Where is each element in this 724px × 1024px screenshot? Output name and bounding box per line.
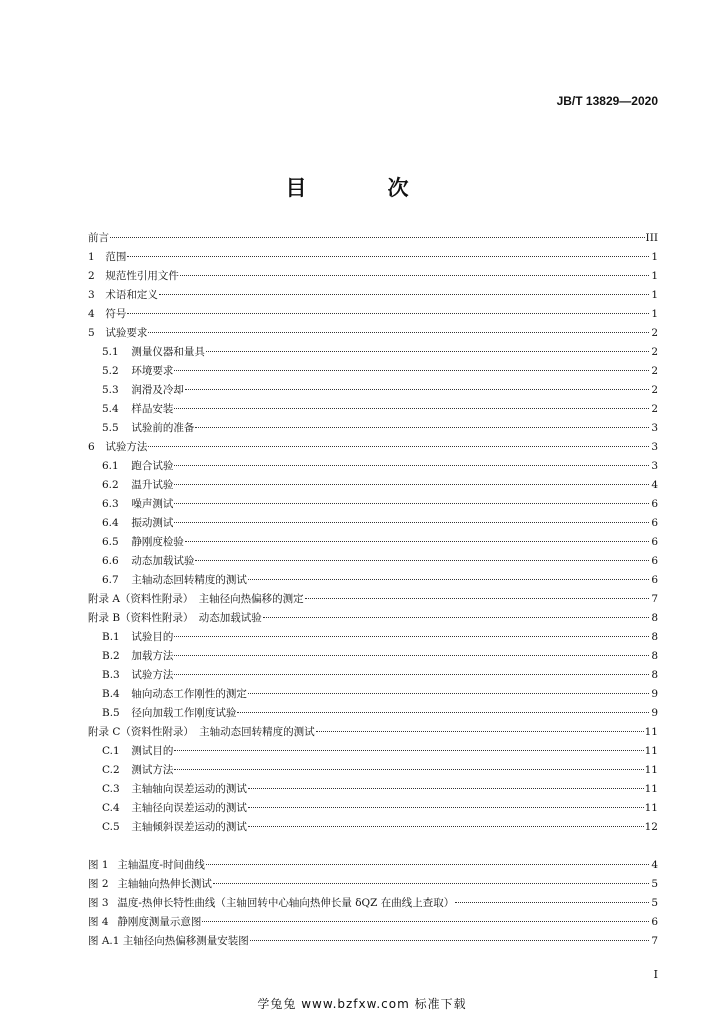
toc-entry[interactable]	[88, 742, 658, 761]
toc-entry-label	[102, 514, 173, 533]
toc-entry-number: B.1	[102, 631, 120, 643]
toc-entry-title: 静刚度检验	[131, 536, 184, 548]
toc-entry-number: 5.1	[102, 346, 119, 358]
toc-entry-label	[88, 438, 147, 457]
toc-entry-page: 1	[651, 270, 658, 282]
toc-entry[interactable]	[88, 799, 658, 818]
toc-entry-title: 轴向动态工作刚性的测定	[131, 688, 247, 700]
toc-entry-title: 主轴温度-时间曲线	[117, 859, 205, 871]
toc-entry[interactable]	[88, 666, 658, 685]
toc-entry-label	[102, 799, 247, 818]
dot-leader	[195, 427, 649, 428]
toc-entry-label	[88, 932, 249, 951]
toc-entry-label	[88, 856, 205, 875]
page-number: I	[653, 968, 658, 981]
dot-leader	[237, 712, 649, 713]
dot-leader	[185, 389, 649, 390]
toc-entry-label	[88, 913, 201, 932]
toc-entry-title: 主轴径向误差运动的测试	[131, 802, 247, 814]
toc-entry-number: 5.5	[102, 422, 119, 434]
toc-entry-label	[88, 248, 126, 267]
dot-leader	[148, 446, 649, 447]
toc-entry-title: 符号	[105, 308, 127, 320]
dot-leader	[206, 351, 649, 352]
toc-entry-title: 测试目的	[131, 745, 174, 757]
toc-entry-number: B.2	[102, 650, 120, 662]
toc-entry[interactable]	[88, 514, 658, 533]
toc-entry[interactable]	[88, 438, 658, 457]
toc-entry-number: 6.6	[102, 555, 119, 567]
toc-entry-label	[102, 457, 173, 476]
toc-entry-title: 环境要求	[131, 365, 174, 377]
toc-entry-label	[88, 875, 212, 894]
toc-entry[interactable]	[88, 324, 658, 343]
toc-entry-title: 测试方法	[131, 764, 174, 776]
toc-entry-title: 温升试验	[131, 479, 174, 491]
toc-entry-label	[102, 647, 173, 666]
toc-entry-label	[102, 628, 173, 647]
toc-entry-label	[88, 267, 179, 286]
toc-entry[interactable]	[88, 685, 658, 704]
toc-entry[interactable]	[88, 913, 658, 932]
toc-entry[interactable]	[88, 419, 658, 438]
toc-entry-title: 试验方法	[105, 441, 148, 453]
toc-entry-label	[88, 590, 304, 609]
toc-entry[interactable]	[88, 856, 658, 875]
toc-entry-number: 1	[88, 251, 95, 263]
toc-entry-page: 2	[651, 365, 658, 377]
toc-entry-number: 6.3	[102, 498, 119, 510]
toc-entry-page: 6	[651, 517, 658, 529]
toc-entry-number: 图 4	[88, 916, 109, 928]
toc-entry-title: 主轴动态回转精度的测试	[131, 574, 247, 586]
toc-entry-label	[102, 400, 173, 419]
dot-leader	[180, 275, 649, 276]
toc-entry[interactable]	[88, 894, 658, 913]
dot-leader	[174, 408, 649, 409]
toc-entry-page: 8	[651, 650, 658, 662]
toc-entry-label	[102, 818, 247, 837]
toc-entry[interactable]	[88, 818, 658, 837]
toc-entry-number: 6.2	[102, 479, 119, 491]
toc-entry-number: 6.7	[102, 574, 119, 586]
dot-leader	[174, 484, 649, 485]
toc-entry-title: 动态加载试验	[131, 555, 195, 567]
dot-leader	[455, 902, 649, 903]
toc-entry-page: 11	[644, 745, 658, 757]
toc-entry-number: 5.4	[102, 403, 119, 415]
toc-entry-label	[88, 609, 262, 628]
toc-entry-number: 5	[88, 327, 95, 339]
toc-entry-label	[102, 362, 173, 381]
toc-entry[interactable]	[88, 267, 658, 286]
dot-leader	[305, 598, 649, 599]
toc-entry-page: 7	[651, 935, 658, 947]
toc-entry-page: 9	[651, 707, 658, 719]
dot-leader	[174, 370, 649, 371]
toc-entry-title: 径向加载工作刚度试验	[131, 707, 237, 719]
toc-entry[interactable]	[88, 723, 658, 742]
toc-entry[interactable]	[88, 552, 658, 571]
toc-entry[interactable]	[88, 400, 658, 419]
toc-entry-page: 2	[651, 384, 658, 396]
toc-entry-page: 8	[651, 612, 658, 624]
toc-entry-label	[102, 666, 173, 685]
dot-leader	[174, 655, 649, 656]
toc-entry-title: 前言	[88, 232, 109, 244]
toc-entry[interactable]	[88, 476, 658, 495]
toc-entry-title: 试验前的准备	[131, 422, 195, 434]
page-title: 目 次	[285, 176, 439, 200]
toc-entry-label	[102, 381, 184, 400]
toc-entry-title: 术语和定义	[105, 289, 158, 301]
toc-entry-number: 图 3	[88, 897, 109, 909]
toc-entry[interactable]	[88, 761, 658, 780]
toc-entry-label	[102, 476, 173, 495]
toc-entry-number: 6	[88, 441, 95, 453]
toc-entry-page: III	[645, 232, 658, 244]
toc-entry-page: 12	[644, 821, 658, 833]
dot-leader	[174, 769, 643, 770]
toc-entry-page: 6	[651, 916, 658, 928]
dot-leader	[174, 503, 649, 504]
toc-entry-label	[88, 305, 126, 324]
toc-entry-page: 2	[651, 403, 658, 415]
toc-entry-page: 1	[651, 251, 658, 263]
toc-entry-label	[88, 723, 315, 742]
toc-entry-title: 主轴径向热偏移测量安装图	[122, 935, 249, 947]
dot-leader	[174, 750, 643, 751]
toc-entry[interactable]	[88, 381, 658, 400]
toc-entry-label	[102, 742, 173, 761]
toc-entry-title: 噪声测试	[131, 498, 174, 510]
toc-entry-page: 9	[651, 688, 658, 700]
toc-entry-page: 6	[651, 555, 658, 567]
toc-entry-number: B.3	[102, 669, 120, 681]
toc-entry-number: B.4	[102, 688, 120, 700]
dot-leader	[316, 731, 644, 732]
table-of-contents	[88, 229, 658, 837]
toc-entry-label	[88, 229, 109, 248]
toc-entry-number: C.3	[102, 783, 120, 795]
toc-entry[interactable]	[88, 609, 658, 628]
toc-entry[interactable]	[88, 343, 658, 362]
toc-entry-label	[102, 533, 184, 552]
toc-entry-page: 2	[651, 327, 658, 339]
toc-entry-label	[88, 286, 158, 305]
dot-leader	[206, 864, 649, 865]
toc-entry-title: 主轴倾斜误差运动的测试	[131, 821, 247, 833]
dot-leader	[248, 826, 644, 827]
toc-entry-number: 6.5	[102, 536, 119, 548]
toc-entry-page: 6	[651, 574, 658, 586]
toc-entry-label	[102, 552, 194, 571]
figure-list	[88, 856, 658, 951]
toc-entry-title: 跑合试验	[131, 460, 174, 472]
toc-entry[interactable]	[88, 533, 658, 552]
toc-entry-number: 6.1	[102, 460, 119, 472]
toc-entry-number: C.2	[102, 764, 120, 776]
toc-entry-title: 振动测试	[131, 517, 174, 529]
toc-entry-label	[102, 495, 173, 514]
toc-entry-number: 图 1	[88, 859, 109, 871]
toc-entry-page: 11	[644, 802, 658, 814]
dot-leader	[248, 579, 649, 580]
toc-entry-title: 试验方法	[131, 669, 174, 681]
toc-entry-page: 3	[651, 460, 658, 472]
toc-entry-title: 样品安装	[131, 403, 174, 415]
dot-leader	[174, 522, 649, 523]
toc-entry[interactable]	[88, 229, 658, 248]
standard-number: JB/T 13829—2020	[556, 94, 658, 108]
dot-leader	[174, 465, 649, 466]
toc-entry-page: 4	[651, 859, 658, 871]
dot-leader	[185, 541, 649, 542]
toc-entry-page: 5	[651, 897, 658, 909]
toc-entry-title: 附录 A（资料性附录） 主轴径向热偏移的测定	[88, 593, 304, 605]
toc-entry-page: 6	[651, 536, 658, 548]
toc-entry[interactable]	[88, 628, 658, 647]
toc-entry[interactable]	[88, 571, 658, 590]
toc-entry-page: 3	[651, 422, 658, 434]
toc-entry-title: 范围	[105, 251, 127, 263]
dot-leader	[202, 921, 649, 922]
toc-entry[interactable]	[88, 704, 658, 723]
toc-entry-title: 主轴轴向热伸长测试	[117, 878, 212, 890]
toc-entry-title: 试验要求	[105, 327, 148, 339]
toc-entry[interactable]	[88, 362, 658, 381]
toc-entry-page: 1	[651, 308, 658, 320]
dot-leader	[248, 693, 649, 694]
toc-entry-title: 润滑及冷却	[131, 384, 184, 396]
toc-entry[interactable]	[88, 875, 658, 894]
toc-entry-number: 图 A.1	[88, 935, 120, 947]
toc-entry-page: 6	[651, 498, 658, 510]
toc-entry[interactable]	[88, 248, 658, 267]
dot-leader	[263, 617, 649, 618]
toc-entry[interactable]	[88, 495, 658, 514]
dot-leader	[127, 313, 649, 314]
toc-entry[interactable]	[88, 647, 658, 666]
toc-entry-number: 4	[88, 308, 95, 320]
toc-entry-number: C.5	[102, 821, 120, 833]
dot-leader	[213, 883, 649, 884]
toc-entry-title: 附录 B（资料性附录） 动态加载试验	[88, 612, 262, 624]
toc-entry[interactable]	[88, 590, 658, 609]
toc-entry-title: 试验目的	[131, 631, 174, 643]
toc-entry-page: 11	[644, 764, 658, 776]
toc-entry-number: 图 2	[88, 878, 109, 890]
toc-entry-number: 2	[88, 270, 95, 282]
toc-entry-page: 2	[651, 346, 658, 358]
dot-leader	[148, 332, 649, 333]
toc-entry-label	[88, 324, 147, 343]
dot-leader	[110, 237, 645, 238]
toc-entry-page: 1	[651, 289, 658, 301]
toc-entry-label	[102, 780, 247, 799]
toc-entry-page: 3	[651, 441, 658, 453]
toc-entry[interactable]	[88, 780, 658, 799]
dot-leader	[174, 674, 649, 675]
toc-entry-number: 3	[88, 289, 95, 301]
toc-entry-label	[102, 704, 236, 723]
toc-entry-page: 8	[651, 669, 658, 681]
dot-leader	[248, 788, 644, 789]
toc-entry-page: 8	[651, 631, 658, 643]
toc-entry-number: C.1	[102, 745, 120, 757]
toc-entry-page: 11	[644, 783, 658, 795]
toc-entry-page: 4	[651, 479, 658, 491]
toc-entry-title: 温度-热伸长特性曲线（主轴回转中心轴向热伸长量 δQZ 在曲线上查取）	[117, 897, 455, 909]
footer-watermark: 学兔兔 www.bzfxw.com 标准下载	[257, 997, 467, 1011]
toc-entry-label	[102, 419, 194, 438]
dot-leader	[174, 636, 649, 637]
toc-entry-label	[102, 571, 247, 590]
toc-entry-label	[102, 685, 247, 704]
toc-entry-number: 6.4	[102, 517, 119, 529]
toc-entry-number: 5.2	[102, 365, 119, 377]
toc-entry-title: 附录 C（资料性附录） 主轴动态回转精度的测试	[88, 726, 315, 738]
toc-entry[interactable]	[88, 305, 658, 324]
toc-entry-title: 主轴轴向误差运动的测试	[131, 783, 247, 795]
toc-entry-page: 11	[644, 726, 658, 738]
toc-entry-page: 5	[651, 878, 658, 890]
dot-leader	[250, 940, 649, 941]
toc-entry-label	[102, 761, 173, 780]
toc-entry-title: 静刚度测量示意图	[117, 916, 202, 928]
toc-entry[interactable]	[88, 457, 658, 476]
dot-leader	[159, 294, 649, 295]
dot-leader	[127, 256, 649, 257]
dot-leader	[195, 560, 649, 561]
toc-entry-title: 加载方法	[131, 650, 174, 662]
toc-entry[interactable]	[88, 286, 658, 305]
dot-leader	[248, 807, 644, 808]
toc-entry-number: C.4	[102, 802, 120, 814]
toc-entry-label	[102, 343, 205, 362]
toc-entry-title: 测量仪器和量具	[131, 346, 205, 358]
toc-entry-page: 7	[651, 593, 658, 605]
toc-entry[interactable]	[88, 932, 658, 951]
toc-entry-number: B.5	[102, 707, 120, 719]
toc-entry-label	[88, 894, 454, 913]
toc-entry-title: 规范性引用文件	[105, 270, 179, 282]
toc-entry-number: 5.3	[102, 384, 119, 396]
